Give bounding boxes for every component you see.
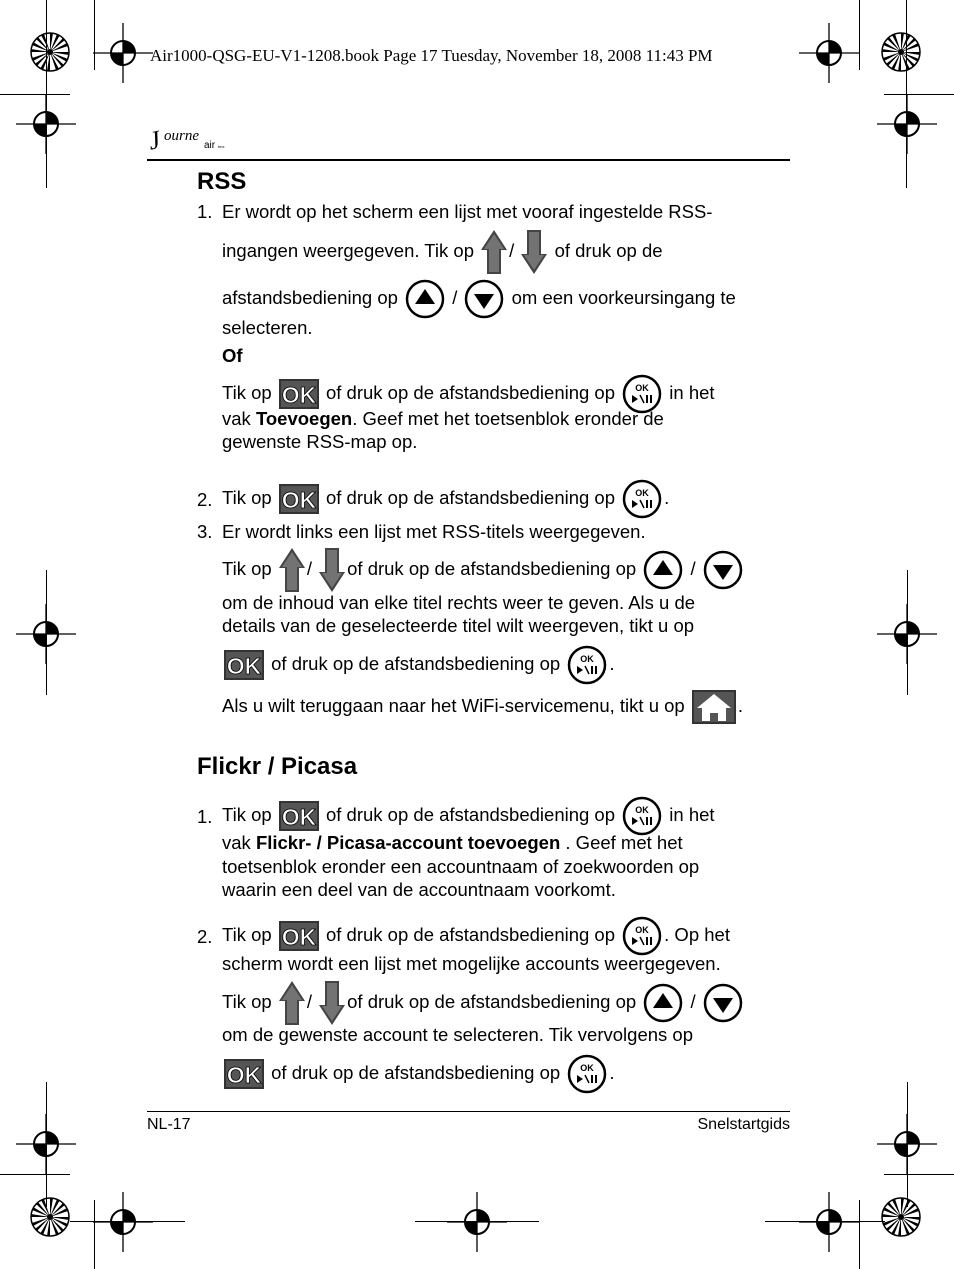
rss-step2-number: 2. <box>197 489 213 510</box>
remote-ok-play-icon <box>622 479 662 519</box>
registration-mark-icon <box>447 1192 507 1252</box>
down-arrow-icon <box>521 230 547 274</box>
flickr-step1-line3: toetsenblok eronder een accountnaam of zoekwoorden op <box>222 856 700 877</box>
rss-step3-line4: details van de geselecteerde titel wilt weergeven, tikt u op <box>222 615 695 636</box>
registration-mark-icon <box>799 23 859 83</box>
rss-step1-line7: gewenste RSS-map op. <box>222 431 418 452</box>
rss-step3-line3: om de inhoud van elke titel rechts weer te geven. Als u de <box>222 592 696 613</box>
slug-line: Air1000-QSG-EU-V1-1208.book Page 17 Tuesday, November 18, 2008 11:43 PM <box>150 46 713 65</box>
registration-mark-icon <box>93 1192 153 1252</box>
registration-mark-icon <box>93 23 153 83</box>
header-rule <box>147 159 790 161</box>
remote-ok-play-icon <box>622 916 662 956</box>
rss-step1-number: 1. <box>197 201 213 222</box>
svg-text:tmx: tmx <box>218 144 225 149</box>
flickr-step2-line1: Tik op of druk op de afstandsbediening op . Op het <box>222 916 730 956</box>
remote-ok-play-icon <box>622 796 662 836</box>
ok-icon <box>279 801 319 831</box>
rss-or-label: Of <box>222 345 243 366</box>
rss-step2-line: Tik op of druk op de afstandsbediening op . <box>222 479 669 519</box>
flickr-heading: Flickr / Picasa <box>197 753 358 780</box>
remote-up-icon <box>643 550 683 590</box>
remote-ok-play-icon <box>567 645 607 685</box>
color-wheel-icon <box>30 1197 70 1237</box>
remote-up-icon <box>643 983 683 1023</box>
footer-rule <box>147 1111 790 1112</box>
up-arrow-icon <box>279 981 305 1025</box>
rss-step1-line6: vak Toevoegen. Geef met het toetsenblok eronder de <box>222 408 664 429</box>
flickr-step1-line2: vak Flickr- / Picasa-account toevoegen . Geef met het <box>222 832 683 853</box>
home-icon <box>692 690 736 724</box>
rss-step3-line5: of druk op de afstandsbediening op . <box>222 645 614 685</box>
flickr-step1-line4: waarin een deel van de accountnaam voorkomt. <box>222 879 616 900</box>
flickr-step1-number: 1. <box>197 806 213 827</box>
rss-step3-line6: Als u wilt teruggaan naar het WiFi-servicemenu, tikt u op . <box>222 690 743 724</box>
rss-heading: RSS <box>197 168 247 195</box>
flickr-step2-line4: om de gewenste account te selecteren. Tik vervolgens op <box>222 1024 693 1045</box>
down-arrow-icon <box>319 548 345 592</box>
remote-down-icon <box>703 550 743 590</box>
rss-step1-line1: Er wordt op het scherm een lijst met vooraf ingestelde RSS- <box>222 201 713 222</box>
flickr-step2-number: 2. <box>197 926 213 947</box>
ok-icon <box>279 921 319 951</box>
flickr-step1-line1: Tik op of druk op de afstandsbediening op in het <box>222 796 715 836</box>
remote-down-icon <box>703 983 743 1023</box>
remote-down-icon <box>464 279 504 319</box>
flickr-step2-line3: Tik op / of druk op de afstandsbediening op / <box>222 981 745 1025</box>
rss-step3-line1: Er wordt links een lijst met RSS-titels weergegeven. <box>222 521 646 542</box>
svg-text:ourne: ourne <box>164 128 199 144</box>
rss-step1-line4: selecteren. <box>222 317 313 338</box>
rss-step3-line2: Tik op / of druk op de afstandsbediening op / <box>222 548 745 592</box>
rss-step1-line5: Tik op of druk op de afstandsbediening op in het <box>222 374 715 414</box>
rss-step3-number: 3. <box>197 521 213 542</box>
down-arrow-icon <box>319 981 345 1025</box>
rss-step1-line3: afstandsbediening op / om een voorkeursingang te <box>222 279 736 319</box>
up-arrow-icon <box>481 230 507 274</box>
flickr-step2-line5: of druk op de afstandsbediening op . <box>222 1054 614 1094</box>
ok-icon <box>224 1059 264 1089</box>
registration-mark-icon <box>799 1192 859 1252</box>
ok-icon <box>224 650 264 680</box>
page-number: NL-17 <box>147 1116 191 1133</box>
registration-mark-icon <box>877 94 937 154</box>
rss-step1-line2: ingangen weergegeven. Tik op / of druk op de <box>222 230 663 274</box>
brand-logo <box>145 118 238 164</box>
flickr-step2-line2: scherm wordt een lijst met mogelijke accounts weergegeven. <box>222 953 721 974</box>
color-wheel-icon <box>30 32 70 72</box>
color-wheel-icon <box>881 1197 921 1237</box>
remote-ok-play-icon <box>567 1054 607 1094</box>
ok-icon <box>279 484 319 514</box>
guide-title: Snelstartgids <box>697 1116 790 1133</box>
remote-up-icon <box>405 279 445 319</box>
ok-icon <box>279 379 319 409</box>
svg-text:air: air <box>204 140 216 151</box>
svg-text:J: J <box>145 124 163 156</box>
color-wheel-icon <box>881 32 921 72</box>
up-arrow-icon <box>279 548 305 592</box>
